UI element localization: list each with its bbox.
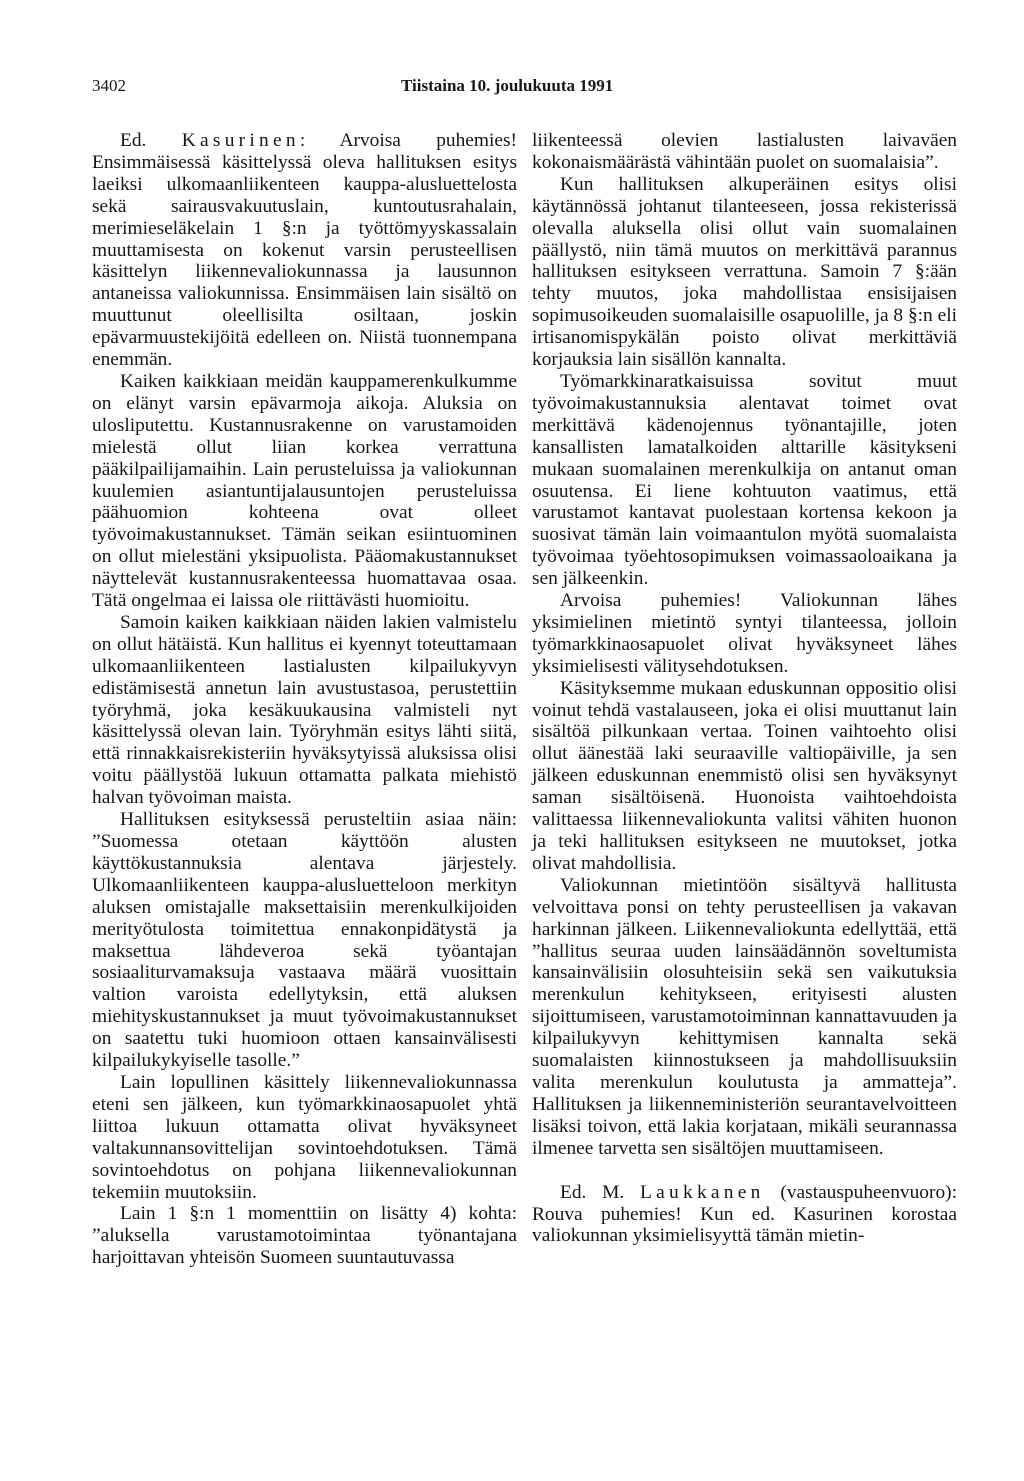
paragraph: Valiokunnan mietintöön sisältyvä hallitusta velvoittava ponsi on tehty perusteellisen ja vakavan harkinnan jälkeen. Liikennevaliokunta edellyttää, että ”hallitus seuraa uuden lainsäädännön soveltumista kansainvälisiin olosuhteisiin sekä sen vaikutuksia merenkulun kehitykseen, erityisesti alusten sijoittumiseen, varustamotoiminnan kannattavuuden ja kilpailukyvyn kehittymisen kannalta sekä suomalaisten kiinnostukseen ja mahdollisuuksiin valita merenkulun koulutusta ja ammatteja”. Hallituksen ja liikenneministeriön seurantavelvoitteen lisäksi toivon, että lakia korjataan, mikäli seurannassa ilmenee tarvetta sen sisältöjen muuttamiseen. xyxy=(532,874,957,1159)
paragraph-continued: liikenteessä olevien lastialusten laivaväen kokonaismäärästä vähintään puolet on suomalaisia”. xyxy=(532,130,957,173)
speech-laukkanen-opening xyxy=(532,1182,957,1248)
speech-kasurinen-opening xyxy=(92,130,517,371)
session-date: Tiistaina 10. joulukuuta 1991 xyxy=(401,76,614,95)
speech-text: (vastauspuheenvuoro): Rouva puhemies! Kun ed. Kasurinen korostaa valiokunnan yksimielisyyttä tämän mietin- xyxy=(532,1181,958,1247)
paragraph: Työmarkkinaratkaisuissa sovitut muut työvoimakustannuksia alentavat toimet ovat merkittävä kädenojennus työnantajille, joten kansallisten lamatalkoiden alttarille käsitykseni mukaan suomalainen merenkulkija on antanut oman osuutensa. Ei liene kohtuuton vaatimus, että varustamot kantavat puolestaan kortensa kekoon ja suosivat tämän lain voimaantulon myötä suomalaista työvoimaa työehtosopimuksen voimassaoloaikana ja sen jälkeenkin. xyxy=(532,370,957,590)
paragraph: Samoin kaiken kaikkiaan näiden lakien valmistelu on ollut hätäistä. Kun hallitus ei kyennyt toteuttamaan ulkomaanliikenteen lastialusten kilpailukyvyn edistämisestä annetun lain avustustasoa, perustettiin työryhmä, joka kesäkuukausina valmisteli nyt käsittelyssä olevan lain. Työryhmän esitys lähti siitä, että rinnakkaisrekisteriin hyväksytyissä aluksissa olisi voitu päällystöä lukuun ottamatta palkata miehistö halvan työvoiman maista. xyxy=(92,611,517,809)
page-number: 3402 xyxy=(92,76,126,95)
paragraph: Arvoisa puhemies! Valiokunnan lähes yksimielinen mietintö syntyi tilanteessa, jolloin työmarkkinaosapuolet olivat hyväksyneet lähes yksimielisesti välitysehdotuksen. xyxy=(532,590,957,677)
left-column xyxy=(92,130,517,1269)
speaker-name: Kasurinen xyxy=(181,130,300,151)
speaker-prefix: Ed. xyxy=(120,130,147,151)
paragraph: Käsityksemme mukaan eduskunnan oppositio olisi voinut tehdä vastalauseen, joka ei olisi muuttanut lain sisältöä pilkunkaan vertaa. Toinen vaihtoehto olisi ollut äänestää laki seuraaville valtiopäiville, ja sen jälkeen eduskunnan enemmistö olisi sen hyväksynyt saman sisältöisenä. Huonoista vaihtoehdoista valittaessa liikennevaliokunta valitsi vähiten huonon ja teki hallituksen esitykseen ne muutokset, jotka olivat mahdollisia. xyxy=(532,677,957,874)
speaker-name: Laukkanen xyxy=(640,1181,765,1203)
paragraph: Lain 1 §:n 1 momenttiin on lisätty 4) kohta: ”aluksella varustamotoimintaa työnantajana harjoittavan yhteisön Suomeen suuntautuvassa xyxy=(92,1203,517,1269)
paragraph: Hallituksen esityksessä perusteltiin asiaa näin: ”Suomessa otetaan käyttöön alusten käyttökustannuksia alentava järjestely. Ulkomaanliikenteen kauppa-alusluetteloon merkityn aluksen omistajalle maksettaisiin merenkulkijoiden merityötulosta toimitettua ennakonpidätystä ja maksettua lähdeveroa sekä työantajan sosiaaliturvamaksuja vastaava määrä vuosittain valtion varoista edellytyksin, että aluksen miehityskustannukset ja muut työvoimakustannukset on saatettu tuki huomioon ottaen kansainvälisesti kilpailukykyiselle tasolle.” xyxy=(92,809,517,1072)
paragraph: Kaiken kaikkiaan meidän kauppamerenkulkumme on elänyt varsin epävarmoja aikoja. Aluksia on ulosliputettu. Kustannusrakenne on varustamoiden mielestä ollut liian korkea verrattuna pääkilpailijamaihin. Lain perusteluissa ja valiokunnan kuulemien asiantuntijalausuntojen perusteluissa päähuomion kohteena ovat olleet työvoimakustannukset. Tämän seikan esiintuominen on ollut mielestäni yksipuolista. Pääomakustannukset näyttelevät kustannusrakenteessa huomattavaa osaa. Tätä ongelmaa ei laissa ole riittävästi huomioitu. xyxy=(92,370,517,612)
paragraph: Lain lopullinen käsittely liikennevaliokunnassa eteni sen jälkeen, kun työmarkkinaosapuolet yhtä liittoa lukuun ottamatta olivat hyväksyneet valtakunnansovittelijan sovintoehdotuksen. Tämä sovintoehdotus on pohjana liikennevaliokunnan tekemiin muutoksiin. xyxy=(92,1071,517,1203)
speech-text: : Arvoisa puhemies! Ensimmäisessä käsittelyssä oleva hallituksen esitys laeiksi ulkomaanliikenteen kauppa-alusluettelosta sekä sairausvakuutuslain, kuntoutusrahalain, merimieseläkelain 1 §:n ja työttömyyskassalain muuttamisesta on kokenut varsin perusteellisen käsittelyn liikennevaliokunnassa ja lausunnon antaneissa valiokunnissa. Ensimmäisen lain sisältö on muuttunut oleellisilta osiltaan, joskin epävarmuustekijöitä edelleen on. Niistä tuonnempana enemmän. xyxy=(92,130,517,371)
speaker-prefix: Ed. M. xyxy=(560,1181,625,1203)
page-header xyxy=(92,76,932,102)
paragraph: Kun hallituksen alkuperäinen esitys olisi käytännössä johtanut tilanteeseen, jossa rekisterissä olevalla aluksella olisi ollut vain suomalainen päällystö, niin tämä muutos on merkittävä parannus hallituksen esitykseen verrattuna. Samoin 7 §:ään tehty muutos, joka mahdollistaa ensisijaisen sopimusoikeuden suomalaisille osapuolille, ja 8 §:n eli irtisanomispykälän poisto olivat merkittäviä korjauksia lain sisällön kannalta. xyxy=(532,173,957,371)
right-column xyxy=(532,130,957,1247)
